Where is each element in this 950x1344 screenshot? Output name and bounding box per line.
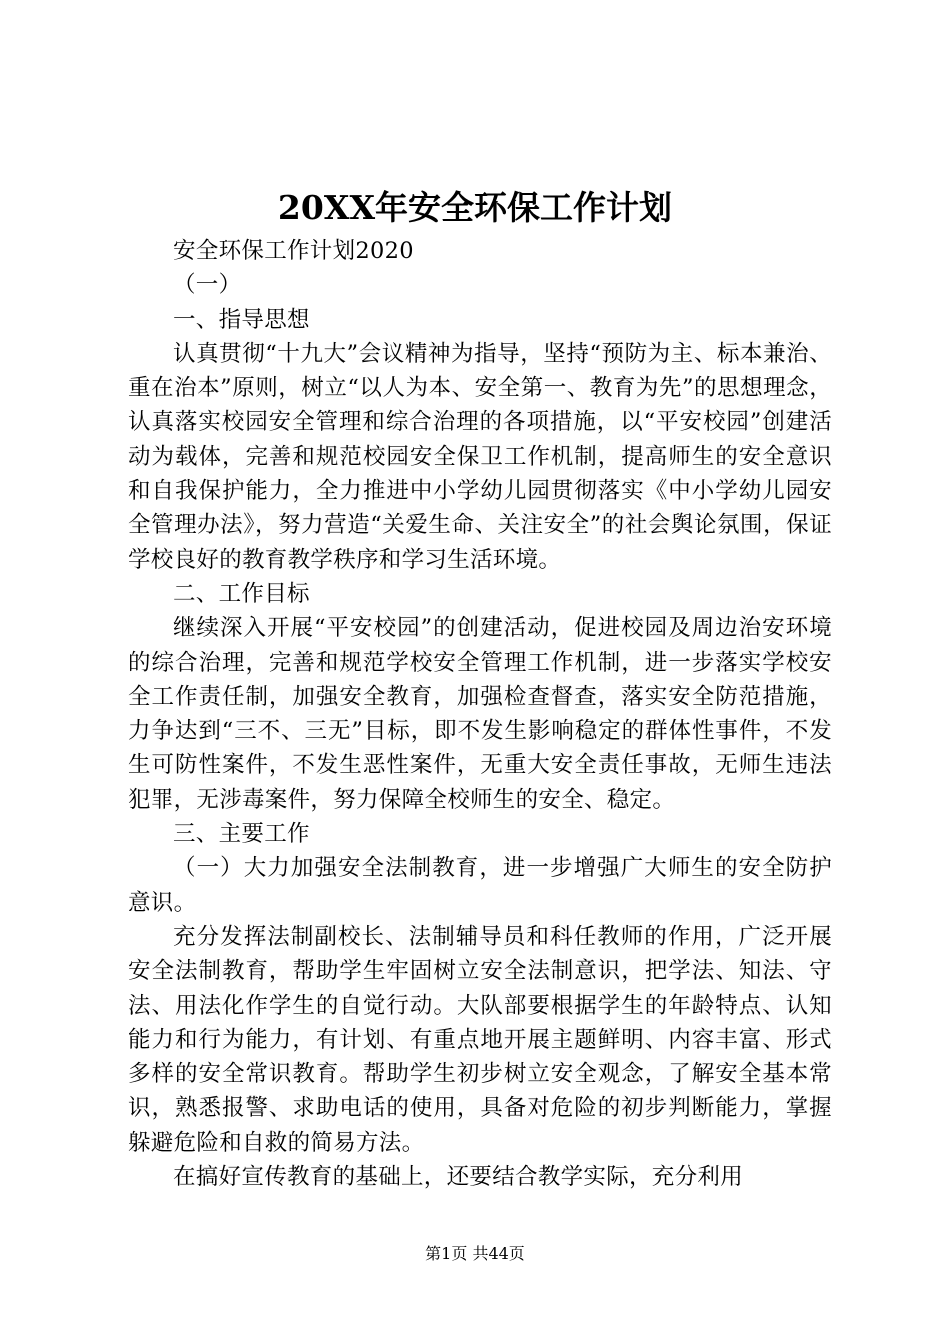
heading-main-work: 三、主要工作 — [173, 821, 310, 848]
heading-work-goals: 二、工作目标 — [173, 580, 310, 607]
document-title: 20XX年安全环保工作计划 — [277, 188, 673, 227]
document-body — [128, 234, 832, 1194]
subheading-safety-law-education: （一）大力加强安全法制教育，进一步增强广大师生的安全防护意识。 — [128, 855, 832, 916]
paragraph-subtitle: 安全环保工作计划2020 — [173, 238, 414, 264]
paragraph-guiding-ideology: 认真贯彻“十九大”会议精神为指导，坚持“预防为主、标本兼治、重在治本”原则，树立“以人为本、安全第一、教育为先”的思想理念，认真落实校园安全管理和综合治理的各项措施，以“平安校园”创建活动为载体，完善和规范校园安全保卫工作机制，提高师生的安全意识和自我保护能力，全力推进中小学幼儿园贯彻落实《中小学幼儿园安全管理办法》，努力营造“关爱生命、关注安全”的社会舆论氛围，保证学校良好的教育教学秩序和学习生活环境。 — [128, 340, 832, 573]
paragraph-work-goals: 继续深入开展“平安校园”的创建活动，促进校园及周边治安环境的综合治理，完善和规范学校安全管理工作机制，进一步落实学校安全工作责任制，加强安全教育，加强检查督查，落实安全防范措施，力争达到“三不、三无”目标，即不发生影响稳定的群体性事件，不发生可防性案件，不发生恶性案件，无重大安全责任事故，无师生违法犯罪，无涉毒案件，努力保障全校师生的安全、稳定。 — [128, 615, 832, 813]
heading-guiding-ideology: 一、指导思想 — [173, 306, 310, 333]
paragraph-continuation: 在搞好宣传教育的基础上，还要结合教学实际，充分利用 — [173, 1164, 744, 1191]
paragraph-safety-law-education: 充分发挥法制副校长、法制辅导员和科任教师的作用，广泛开展安全法制教育，帮助学生牢固树立安全法制意识，把学法、知法、守法、用法化作学生的自觉行动。大队部要根据学生的年龄特点、认知能力和行为能力，有计划、有重点地开展主题鲜明、内容丰富、形式多样的安全常识教育。帮助学生初步树立安全观念，了解安全基本常识，熟悉报警、求助电话的使用，具备对危险的初步判断能力，掌握躲避危险和自救的简易方法。 — [128, 923, 832, 1156]
page-footer: 第1页 共44页 — [425, 1244, 525, 1263]
paragraph-section-marker: （一） — [173, 272, 242, 299]
